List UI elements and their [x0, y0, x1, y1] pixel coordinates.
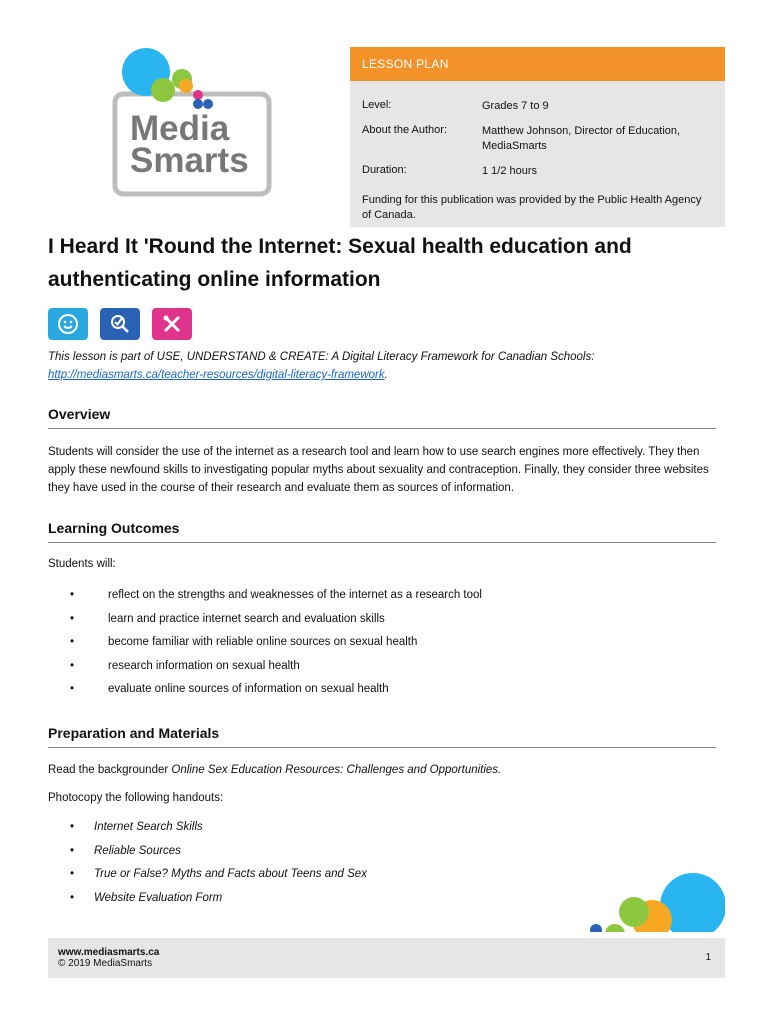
- bullet-dot: •: [70, 868, 75, 880]
- backgrounder-title: Online Sex Education Resources: Challenges and Opportunities.: [171, 764, 502, 776]
- list-item-text: evaluate online sources of information on sexual health: [108, 683, 389, 695]
- author-label: About the Author:: [362, 124, 448, 136]
- framework-note-suffix: .: [384, 369, 388, 381]
- framework-note: [48, 348, 728, 384]
- bullet-dot: •: [70, 659, 75, 672]
- level-value: Grades 7 to 9: [482, 100, 549, 112]
- level-label: Level:: [362, 99, 392, 111]
- understand-icon: [100, 308, 140, 340]
- mediasmarts-logo: [110, 48, 274, 198]
- learning-outcomes-heading: Learning Outcomes: [48, 520, 716, 543]
- preparation-heading: Preparation and Materials: [48, 725, 716, 748]
- author-value: Matthew Johnson, Director of Education, MediaSmarts: [482, 125, 681, 152]
- overview-heading: Overview: [48, 406, 716, 429]
- duration-label: Duration:: [362, 164, 407, 176]
- list-item-text: learn and practice internet search and evaluation skills: [108, 612, 385, 625]
- author-row: [362, 124, 713, 154]
- learning-outcomes-intro: Students will:: [48, 558, 116, 570]
- bullet-dot: •: [70, 636, 75, 648]
- footer-copyright: © 2019 MediaSmarts: [58, 958, 153, 969]
- handout-title: Website Evaluation Form: [94, 891, 223, 904]
- use-icon: [48, 308, 88, 340]
- handout-title: Reliable Sources: [94, 844, 181, 857]
- funding-note: Funding for this publication was provided by the Public Health Agency of Canada.: [362, 194, 702, 221]
- create-icon: [152, 308, 192, 340]
- framework-icons: [48, 308, 192, 340]
- level-row: [362, 99, 713, 114]
- page-number: 1: [705, 952, 711, 963]
- preparation-read-prefix: Read the backgrounder: [48, 764, 172, 776]
- decorative-circles: [585, 872, 725, 932]
- page-footer: [48, 938, 725, 978]
- logo-text-media: Media: [130, 109, 230, 148]
- handout-title: Internet Search Skills: [94, 821, 203, 833]
- lesson-plan-details: [350, 81, 725, 227]
- lesson-title: I Heard It 'Round the Internet: Sexual health education and authenticating online information: [48, 235, 632, 291]
- lesson-plan-header: LESSON PLAN: [350, 47, 725, 81]
- duration-row: [362, 164, 713, 179]
- logo-text-smarts: Smarts: [130, 141, 249, 180]
- bullet-dot: •: [70, 844, 75, 857]
- list-item-text: become familiar with reliable online sources on sexual health: [108, 636, 418, 648]
- footer-url: www.mediasmarts.ca: [58, 947, 160, 958]
- bullet-dot: •: [70, 612, 75, 625]
- duration-value: 1 1/2 hours: [482, 165, 538, 177]
- preparation-read: [48, 761, 728, 779]
- bullet-dot: •: [70, 891, 75, 904]
- overview-text: Students will consider the use of the internet as a research tool and learn how to use search engines more effectively. They then apply these newfound skills to investigating popular myths about sexuality and contraception. Finally, they consider three websites they have used in the course of their research and evaluate them as sources of information.: [48, 446, 709, 494]
- list-item-text: reflect on the strengths and weaknesses of the internet as a research tool: [108, 589, 482, 601]
- preparation-photocopy: Photocopy the following handouts:: [48, 792, 224, 804]
- bullet-dot: •: [70, 683, 75, 695]
- handout-title: True or False? Myths and Facts about Teens and Sex: [94, 868, 367, 880]
- bullet-dot: •: [70, 821, 75, 833]
- framework-link[interactable]: http://mediasmarts.ca/teacher-resources/digital-literacy-framework: [48, 369, 385, 381]
- framework-note-text: This lesson is part of USE, UNDERSTAND & CREATE: A Digital Literacy Framework for Canadian Schools:: [48, 351, 595, 363]
- list-item-text: research information on sexual health: [108, 659, 300, 672]
- bullet-dot: •: [70, 589, 75, 601]
